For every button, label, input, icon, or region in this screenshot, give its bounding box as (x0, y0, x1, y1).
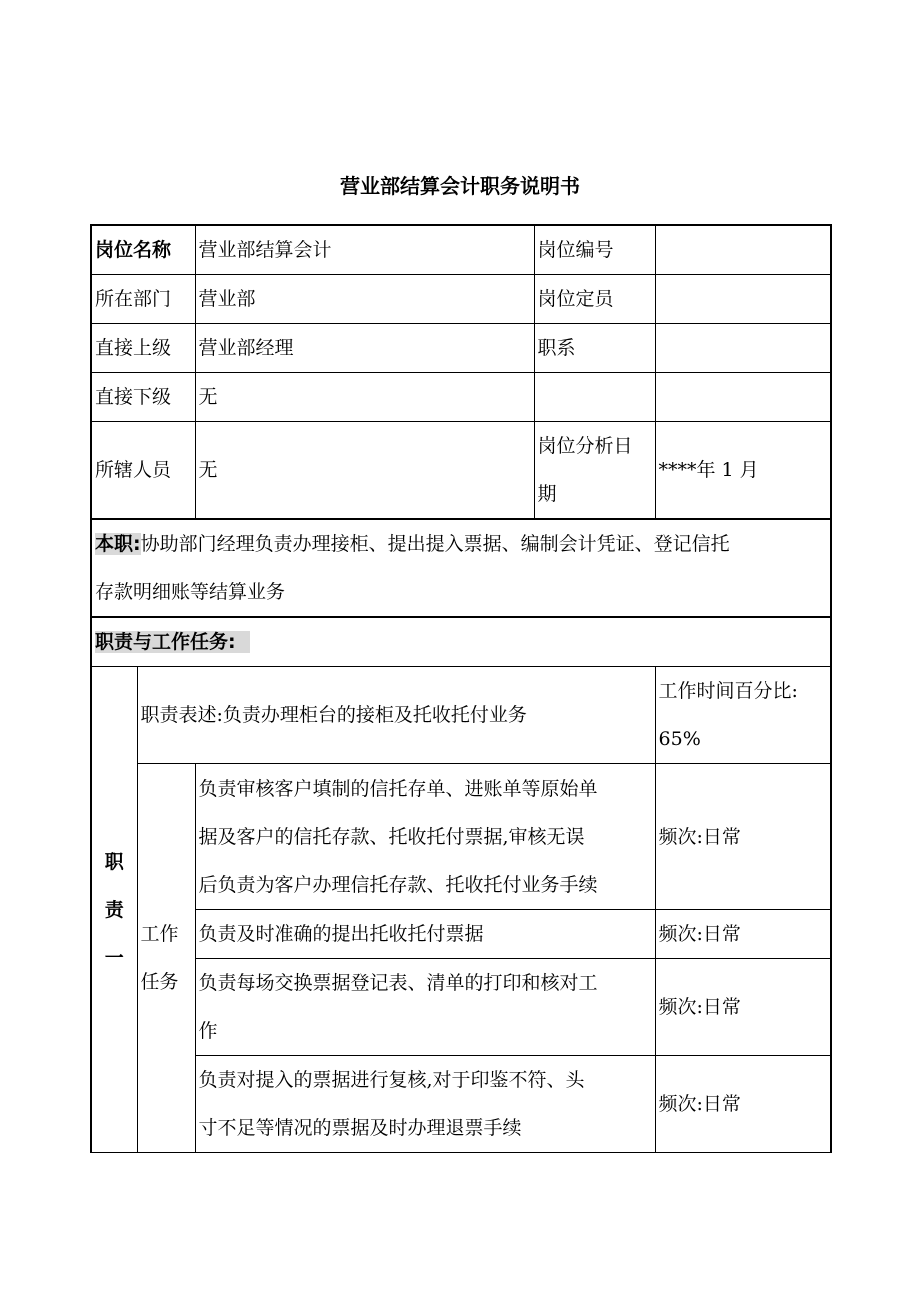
row-subordinate (91, 373, 831, 422)
time-percentage-label: 工作时间百分比: (658, 680, 798, 702)
superior-label: 直接上级 (91, 324, 195, 373)
task-1-line3: 后负责为客户办理信托存款、托收托付业务手续 (198, 873, 598, 896)
duty-one-char-3: 一 (104, 946, 124, 969)
duty-one-char-1: 职 (104, 850, 124, 873)
tasks-label (137, 764, 195, 1153)
task-3-line1: 负责每场交换票据登记表、清单的打印和核对工 (198, 972, 598, 994)
duties-header-cell (91, 617, 831, 667)
job-description-table (90, 224, 832, 1153)
department-value: 营业部 (195, 275, 534, 324)
row-superior (91, 324, 831, 373)
analysis-date-label (534, 422, 655, 520)
staff-label: 所辖人员 (91, 422, 195, 520)
subordinate-value: 无 (195, 373, 534, 422)
document-title: 营业部结算会计职务说明书 (340, 174, 580, 198)
row-staff (91, 422, 831, 520)
task-1-line1: 负责审核客户填制的信托存单、进账单等原始单 (198, 777, 598, 800)
job-family-label: 职系 (534, 324, 655, 373)
duty-one-char-2: 责 (104, 898, 124, 921)
row-duty-statement (91, 667, 831, 764)
time-percentage-value: 65% (658, 728, 701, 750)
summary-text-line2: 存款明细账等结算业务 (95, 581, 286, 603)
job-family-value (655, 324, 831, 373)
duties-header: 职责与工作任务: (95, 631, 250, 653)
tasks-label-line1: 工作 (140, 923, 179, 945)
position-name-value: 营业部结算会计 (195, 225, 534, 275)
task-4-line2: 寸不足等情况的票据及时办理退票手续 (198, 1117, 522, 1139)
task-1-text (195, 764, 655, 910)
task-3-text (195, 959, 655, 1056)
position-name-label: 岗位名称 (91, 225, 195, 275)
task-1-frequency: 频次:日常 (655, 764, 831, 910)
row-position-name (91, 225, 831, 275)
headcount-label: 岗位定员 (534, 275, 655, 324)
row-task-3 (91, 959, 831, 1056)
subordinate-label: 直接下级 (91, 373, 195, 422)
position-code-value (655, 225, 831, 275)
row-task-1 (91, 764, 831, 910)
duty-statement: 职责表述:负责办理柜台的接柜及托收托付业务 (137, 667, 655, 764)
task-3-line2: 作 (198, 1020, 218, 1042)
row-task-4 (91, 1056, 831, 1153)
tasks-label-line2: 任务 (140, 971, 179, 993)
summary-label: 本职: (95, 533, 141, 555)
row-department (91, 275, 831, 324)
department-label: 所在部门 (91, 275, 195, 324)
row-task-2 (91, 910, 831, 959)
task-4-frequency: 频次:日常 (655, 1056, 831, 1153)
summary-text-line1: 协助部门经理负责办理接柜、提出提入票据、编制会计凭证、登记信托 (140, 533, 730, 555)
summary-cell (91, 519, 831, 617)
task-4-text (195, 1056, 655, 1153)
row-summary (91, 519, 831, 617)
task-2-frequency: 频次:日常 (655, 910, 831, 959)
empty-cell (534, 373, 655, 422)
staff-value: 无 (195, 422, 534, 520)
analysis-date-label-line1: 岗位分析日 (537, 435, 633, 457)
duty-one-label (91, 667, 137, 1153)
task-1-line2: 据及客户的信托存款、托收托付票据,审核无误 (198, 825, 585, 848)
task-2-text: 负责及时准确的提出托收托付票据 (195, 910, 655, 959)
row-duties-header (91, 617, 831, 667)
task-3-frequency: 频次:日常 (655, 959, 831, 1056)
position-code-label: 岗位编号 (534, 225, 655, 275)
summary-line1 (95, 520, 827, 568)
analysis-date-value: ****年 1 月 (655, 422, 831, 520)
task-4-line1: 负责对提入的票据进行复核,对于印鉴不符、头 (198, 1069, 585, 1091)
superior-value: 营业部经理 (195, 324, 534, 373)
headcount-value (655, 275, 831, 324)
time-percentage-cell (655, 667, 831, 764)
analysis-date-label-line2: 期 (537, 483, 557, 505)
empty-cell (655, 373, 831, 422)
